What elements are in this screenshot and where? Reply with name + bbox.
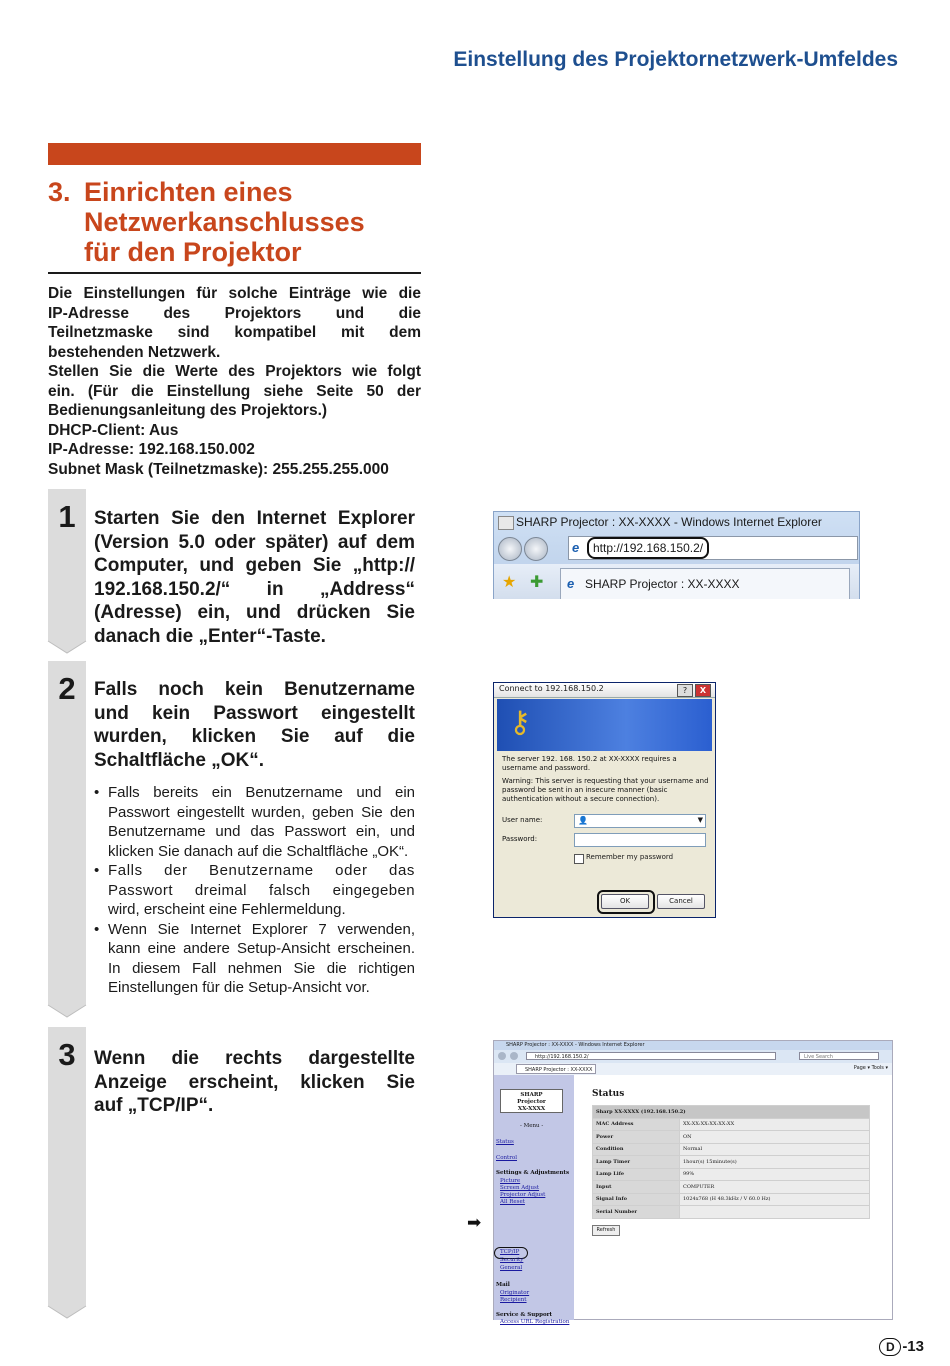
intro-paragraph <box>48 284 421 479</box>
help-button[interactable]: ? <box>677 684 693 697</box>
table-row <box>593 1143 870 1156</box>
step-number: 1 <box>58 499 76 534</box>
step-line: wurden, klicken Sie auf die <box>94 726 415 747</box>
row-key: Serial Number <box>593 1206 680 1219</box>
password-field[interactable] <box>574 833 706 847</box>
browser-address-screenshot <box>493 511 860 599</box>
keys-icon: ⚷ <box>509 705 531 740</box>
step-line: (Adresse) ein, und drücken Sie <box>94 602 415 623</box>
row-key: Input <box>593 1181 680 1194</box>
close-button[interactable]: X <box>695 684 711 697</box>
back-button[interactable] <box>498 537 522 561</box>
bullet-line: klicken Sie danach auf die Schaltfläche „OK“. <box>108 842 409 860</box>
table-row <box>593 1131 870 1144</box>
step-number: 2 <box>58 671 76 706</box>
step-line: Wenn die rechts dargestellte <box>94 1048 415 1069</box>
intro-line: DHCP-Client: Aus <box>48 421 179 439</box>
page-number-value: -13 <box>902 1338 924 1355</box>
pointer-arrow-icon: ➡ <box>467 1213 482 1232</box>
step-2-tab <box>48 661 86 1001</box>
table-row <box>593 1106 870 1119</box>
bullet-item <box>94 920 415 998</box>
menu-link-projector-adjust[interactable]: Projector Adjust <box>500 1192 546 1198</box>
menu-link-recipient[interactable]: Recipient <box>500 1297 527 1303</box>
step-line: Starten Sie den Internet Explorer <box>94 508 415 529</box>
table-row <box>593 1168 870 1181</box>
step-line: Anzeige erscheint, klicken Sie <box>94 1071 415 1093</box>
bullet-dot-icon: • <box>94 784 100 801</box>
step-line: Computer, und geben Sie „http:// <box>94 555 415 576</box>
row-key: Condition <box>593 1143 680 1156</box>
brand-label: SHARP <box>520 1092 543 1098</box>
back-button[interactable] <box>498 1052 506 1060</box>
row-key: MAC Address <box>593 1118 680 1131</box>
section-title <box>48 177 428 267</box>
language-circle-badge: D <box>879 1338 901 1356</box>
step-3-text <box>94 1047 415 1118</box>
menu-heading-service: Service & Support <box>496 1312 553 1318</box>
username-field[interactable] <box>574 814 706 828</box>
add-favorite-icon[interactable]: ✚ <box>530 574 544 591</box>
user-avatar-icon: 👤 <box>578 816 588 825</box>
table-row <box>593 1193 870 1206</box>
intro-line: Subnet Mask (Teilnetzmaske): 255.255.255.000 <box>48 460 389 478</box>
bullet-line: Benutzername und das Passwort ein, und <box>108 823 415 840</box>
window-title: SHARP Projector : XX-XXXX - Windows Internet Explorer <box>494 1041 892 1050</box>
step-tab-arrow-icon <box>48 637 86 653</box>
address-url[interactable]: http://192.168.150.2/ <box>526 1052 776 1060</box>
status-title: Status <box>592 1089 625 1099</box>
step-line: und kein Passwort eingestellt <box>94 702 415 724</box>
menu-link-screen-adjust[interactable]: Screen Adjust <box>500 1185 540 1191</box>
projector-menu-sidebar <box>494 1075 574 1325</box>
address-url[interactable]: http://192.168.150.2/ <box>587 537 709 559</box>
address-toolbar <box>494 1050 892 1063</box>
status-page-screenshot <box>493 1040 893 1325</box>
intro-line: IP-Adresse des Projektors und die <box>48 304 421 322</box>
projector-id-box <box>500 1089 563 1113</box>
step-number: 3 <box>58 1037 76 1072</box>
row-value: ON <box>680 1131 870 1144</box>
step-2-bullets <box>94 783 415 998</box>
row-value: 1024x768 (H 48.3kHz / V 60.0 Hz) <box>680 1193 870 1206</box>
row-value: XX:XX:XX:XX:XX:XX <box>680 1118 870 1131</box>
section-divider <box>48 272 421 274</box>
step-1-text <box>94 507 415 648</box>
page-header-title: Einstellung des Projektornetzwerk-Umfeldes <box>453 48 898 71</box>
page-tools-menu[interactable]: Page ▾ Tools ▾ <box>853 1065 888 1071</box>
menu-link-general[interactable]: General <box>500 1265 523 1271</box>
intro-line: Die Einstellungen für solche Einträge wie die <box>48 285 421 302</box>
bullet-line: kann eine andere Setup-Ansicht erscheinen. <box>108 940 415 957</box>
dialog-message: The server 192. 168. 150.2 at XX-XXXX requires a username and password. <box>502 755 677 772</box>
dialog-title: Connect to 192.168.150.2 <box>499 684 604 693</box>
status-table <box>592 1105 870 1219</box>
ok-button[interactable]: OK <box>601 894 649 909</box>
step-tab-arrow-icon <box>48 1302 86 1318</box>
bullet-line: Falls der Benutzername oder das <box>108 862 415 879</box>
section-number: 3. <box>48 177 71 207</box>
row-value: Normal <box>680 1143 870 1156</box>
intro-line: Bedienungsanleitung des Projektors.) <box>48 402 328 419</box>
tab-row <box>494 1063 892 1075</box>
step-line: Falls noch kein Benutzername <box>94 679 415 700</box>
remember-label: Remember my password <box>586 853 674 861</box>
step-line: auf „TCP/IP“. <box>94 1095 214 1116</box>
step-line: danach die „Enter“-Taste. <box>94 625 326 647</box>
model-label: XX-XXXX <box>517 1106 546 1112</box>
browser-tab[interactable] <box>560 568 850 599</box>
menu-link-access-url[interactable]: Access URL Registration <box>500 1319 570 1325</box>
menu-heading: - Menu - <box>520 1123 544 1129</box>
menu-link-status[interactable]: Status <box>496 1139 514 1145</box>
tab-row <box>494 564 859 599</box>
bullet-item <box>94 783 415 861</box>
row-value: COMPUTER <box>680 1181 870 1194</box>
remember-checkbox[interactable] <box>574 854 584 864</box>
dialog-titlebar <box>494 683 715 698</box>
menu-link-all-reset[interactable]: All Reset <box>500 1199 525 1205</box>
dialog-warning: Warning: This server is requesting that your username and password be sent in an insecure manner (basic authentication without a secure connection). <box>502 777 709 803</box>
bullet-line: Wenn Sie Internet Explorer 7 verwenden, <box>108 920 415 938</box>
step-3-tab <box>48 1027 86 1302</box>
browser-tab[interactable]: SHARP Projector : XX-XXXX <box>516 1064 596 1074</box>
search-input[interactable]: Live Search <box>799 1052 879 1060</box>
username-label: User name: <box>502 816 543 824</box>
menu-link-tcpip[interactable]: TCP/IP <box>500 1249 520 1255</box>
tab-title: SHARP Projector : XX-XXXX <box>585 577 740 591</box>
menu-heading-mail: Mail <box>496 1282 510 1288</box>
intro-line: Stellen Sie die Werte des Projektors wie folgt <box>48 363 421 380</box>
bullet-line: Passwort dreimal falsch eingegeben <box>108 881 415 899</box>
step-tab-arrow-icon <box>48 1001 86 1017</box>
intro-line: ein. (Für die Einstellung siehe Seite 50 der <box>48 382 421 400</box>
section-title-line: Einrichten eines <box>84 177 293 207</box>
bullet-dot-icon: • <box>94 920 100 938</box>
login-dialog-screenshot <box>493 682 716 918</box>
row-key: Power <box>593 1131 680 1144</box>
bullet-line: Falls bereits ein Benutzername und ein <box>108 784 415 801</box>
bullet-line: In diesem Fall nehmen Sie die richtigen <box>108 959 415 977</box>
menu-link-originator[interactable]: Originator <box>500 1290 530 1296</box>
bullet-line: Einstellungen für die Setup-Ansicht vor. <box>108 979 370 996</box>
bullet-item <box>94 861 415 920</box>
dialog-banner <box>497 699 712 751</box>
row-value: 99% <box>680 1168 870 1181</box>
sharp-logo-icon <box>498 516 514 530</box>
intro-line: Teilnetzmaske sind kompatibel mit dem <box>48 324 421 341</box>
menu-link-security[interactable]: Security <box>500 1257 524 1263</box>
bullet-line: wird, erscheint eine Fehlermeldung. <box>108 901 346 918</box>
cancel-button[interactable]: Cancel <box>657 894 705 909</box>
intro-line: bestehenden Netzwerk. <box>48 343 221 361</box>
password-label: Password: <box>502 835 538 843</box>
forward-button[interactable] <box>524 537 548 561</box>
table-row <box>593 1181 870 1194</box>
step-1-tab <box>48 489 86 637</box>
section-title-line: Netzwerkanschlusses <box>84 207 365 237</box>
step-line: (Version 5.0 oder später) auf dem <box>94 531 415 553</box>
chevron-down-icon[interactable]: ▼ <box>697 816 703 824</box>
step-2-text <box>94 678 415 772</box>
row-value: 1hour(s) 15minute(s) <box>680 1156 870 1169</box>
table-row <box>593 1156 870 1169</box>
row-key: Lamp Life <box>593 1168 680 1181</box>
table-row <box>593 1206 870 1219</box>
menu-link-control[interactable]: Control <box>496 1155 517 1161</box>
device-label: Projector <box>517 1099 546 1105</box>
step-line: Schaltfläche „OK“. <box>94 749 264 771</box>
menu-link-picture[interactable]: Picture <box>500 1178 521 1184</box>
bullet-line: Passwort eingestellt wurden, geben Sie den <box>108 803 415 821</box>
row-value <box>680 1206 870 1219</box>
refresh-button[interactable]: Refresh <box>592 1225 620 1236</box>
ie-icon: e <box>572 540 580 555</box>
favorites-star-icon[interactable]: ★ <box>502 574 517 591</box>
row-key: Signal Info <box>593 1193 680 1206</box>
window-title: SHARP Projector : XX-XXXX - Windows Internet Explorer <box>516 515 822 529</box>
step-line: 192.168.150.2/“ in „Address“ <box>94 578 415 600</box>
section-title-line: für den Projektor <box>84 237 302 267</box>
intro-line: IP-Adresse: 192.168.150.002 <box>48 441 255 458</box>
menu-heading-settings: Settings & Adjustments <box>496 1170 570 1176</box>
bullet-dot-icon: • <box>94 862 100 879</box>
forward-button[interactable] <box>510 1052 518 1060</box>
table-row <box>593 1118 870 1131</box>
table-head: Sharp XX-XXXX (192.168.150.2) <box>593 1106 870 1119</box>
section-accent-bar <box>48 143 421 165</box>
address-bar[interactable] <box>568 536 858 560</box>
row-key: Lamp Timer <box>593 1156 680 1169</box>
page-number <box>879 1338 924 1356</box>
ie-icon: e <box>567 576 575 591</box>
